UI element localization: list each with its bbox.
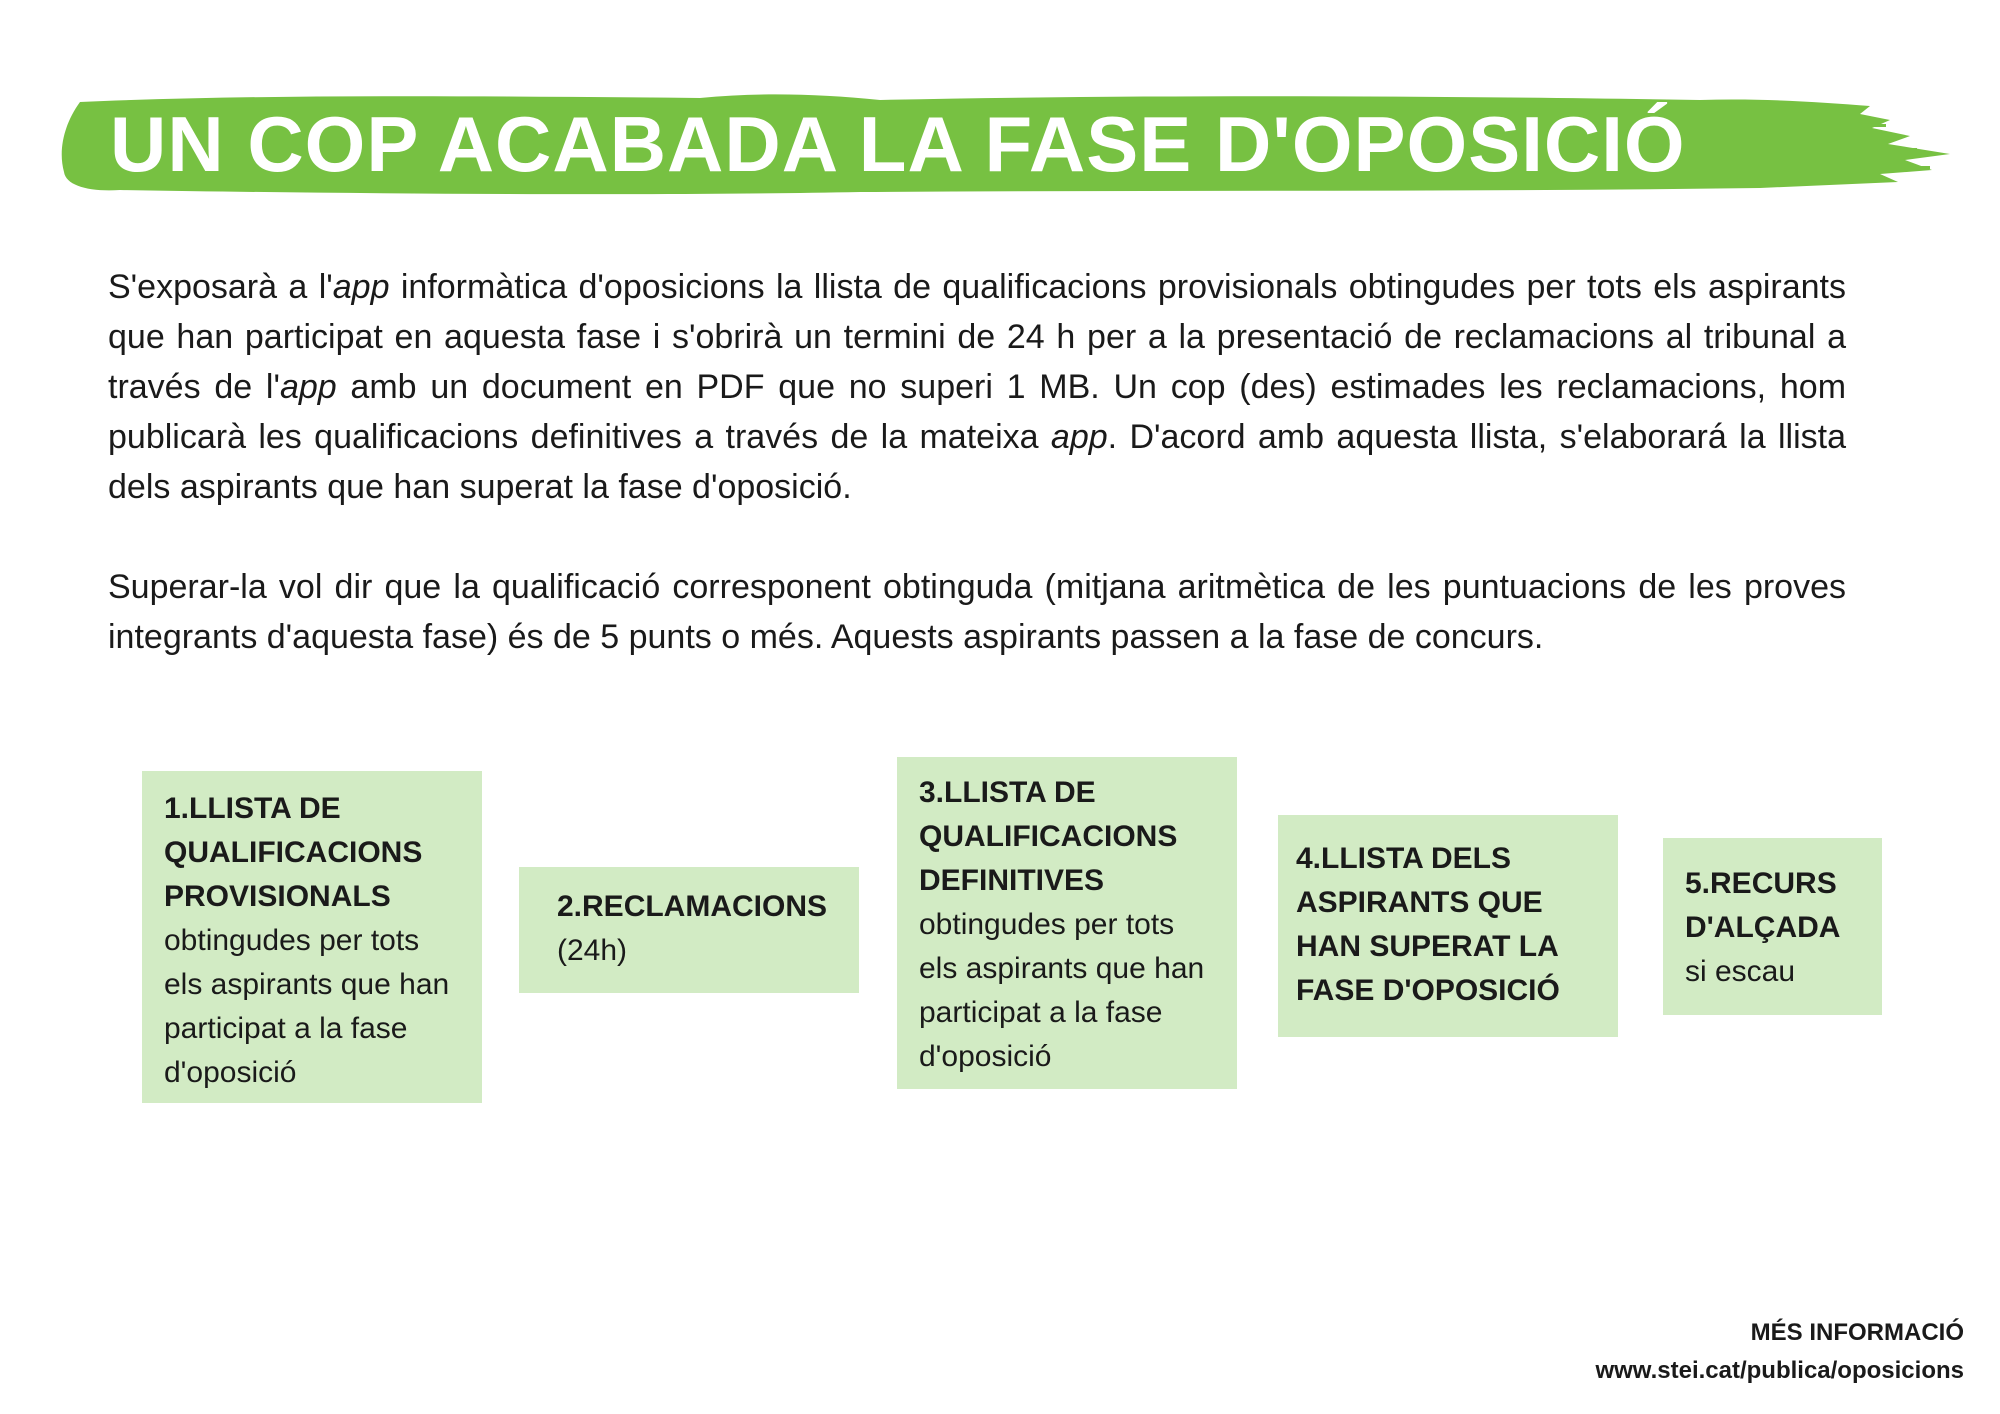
step-passed-candidates-list [1278,815,1618,1037]
step-claims [519,867,859,993]
step-description: (24h) [557,934,628,967]
step-heading: 1.LLISTA DE QUALIFICACIONS PROVISIONALS [164,792,423,913]
more-info-footer [1595,1314,1964,1390]
step-appeal [1663,838,1882,1015]
step-heading: 5.RECURS D'ALÇADA [1685,867,1841,944]
step-heading: 4.LLISTA DELS ASPIRANTS QUE HAN SUPERAT LA FASE D'OPOSICIÓ [1296,842,1560,1007]
pass-criteria-paragraph: Superar-la vol dir que la qualificació corresponent obtinguda (mitjana aritmètica de les puntuacions de les proves integrants d'aquesta fase) és de 5 punts o més. Aquests aspirants passen a la fase de concurs. [108,568,1846,656]
app-term: app [332,268,390,306]
app-term: app [1050,418,1108,456]
more-info-label: MÉS INFORMACIÓ [1750,1319,1964,1346]
page-title: UN COP ACABADA LA FASE D'OPOSICIÓ [110,100,1686,188]
step-provisional-list [142,771,482,1103]
step-heading: 2.RECLAMACIONS [557,890,828,923]
intro-text-2: informàtica d'oposicions la llista de qualificacions provisionals obtingudes per tots els aspirants que han participat en aquesta fase i s'obrirà un termini de 24 h per a la presentació de reclamacions al tribunal a través de l' [108,268,1846,406]
intro-paragraph [108,262,1846,512]
step-definitive-list [897,757,1237,1089]
intro-text-1: S'exposarà a l' [108,268,333,306]
step-description: obtingudes per tots els aspirants que han participat a la fase d'oposició [919,908,1205,1073]
intro-text-4: . D'acord amb aquesta llista, s'elaborará la llista dels aspirants que han superat la fase d'oposició. [108,418,1846,506]
step-description: obtingudes per tots els aspirants que han participat a la fase d'oposició [164,924,450,1089]
step-description: si escau [1685,955,1796,988]
more-info-link[interactable]: www.stei.cat/publica/oposicions [1595,1357,1964,1384]
step-heading: 3.LLISTA DE QUALIFICACIONS DEFINITIVES [919,776,1178,897]
app-term: app [279,368,337,406]
intro-text-3: amb un document en PDF que no superi 1 MB. Un cop (des) estimades les reclamacions, hom publicarà les qualificacions definitives a través de la mateixa [108,368,1847,456]
